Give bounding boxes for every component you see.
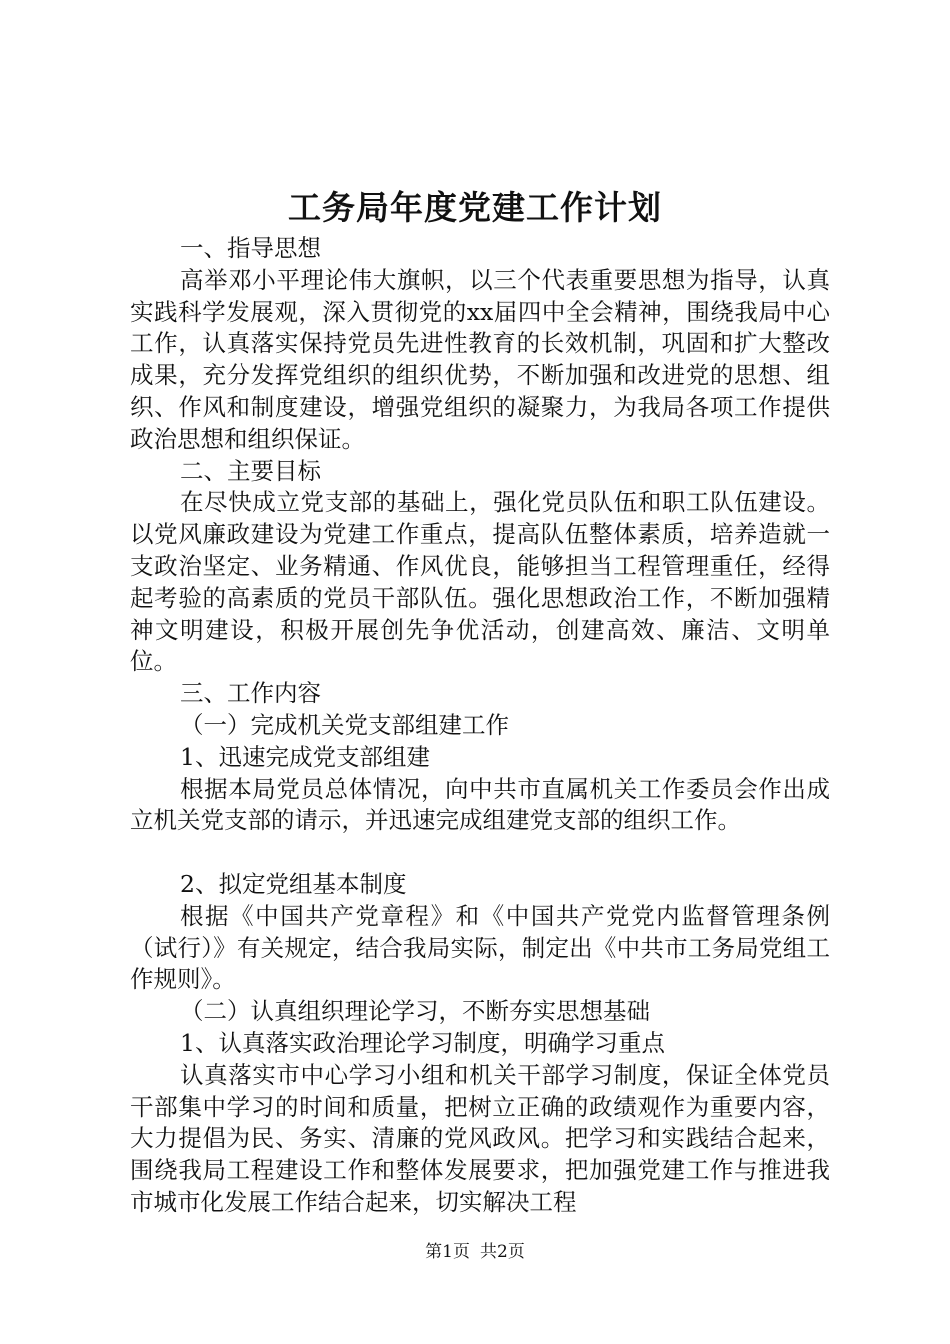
item-heading: 2、拟定党组基本制度 [180, 869, 407, 898]
document-body [130, 233, 830, 1219]
paragraph: 在尽快成立党支部的基础上，强化党员队伍和职工队伍建设。以党风廉政建设为党建工作重点，提高队伍整体素质，培养造就一支政治坚定、业务精通、作风优良，能够担当工程管理重任，经得起考验的高素质的党员干部队伍。强化思想政治工作，不断加强精神文明建设，积极开展创先争优活动，创建高效、廉洁、文明单位。 [130, 488, 830, 676]
paragraph: 认真落实市中心学习小组和机关干部学习制度，保证全体党员干部集中学习的时间和质量，把树立正确的政绩观作为重要内容，大力提倡为民、务实、清廉的党风政风。把学习和实践结合起来，围绕我局工程建设工作和整体发展要求，把加强党建工作与推进我市城市化发展工作结合起来，切实解决工程 [130, 1060, 830, 1216]
page-total: 共2页 [480, 1242, 525, 1262]
page-number: 第1页 [425, 1242, 470, 1262]
document-title: 工务局年度党建工作计划 [288, 188, 662, 227]
item-heading: 1、迅速完成党支部组建 [180, 742, 430, 771]
item-heading: 1、认真落实政治理论学习制度，明确学习重点 [180, 1028, 665, 1057]
section-heading-2: 二、主要目标 [180, 456, 321, 485]
subsection-heading: （二）认真组织理论学习，不断夯实思想基础 [180, 997, 650, 1026]
paragraph: 高举邓小平理论伟大旗帜，以三个代表重要思想为指导，认真实践科学发展观，深入贯彻党的xx届四中全会精神，围绕我局中心工作，认真落实保持党员先进性教育的长效机制，巩固和扩大整改成果，充分发挥党组织的组织优势，不断加强和改进党的思想、组织、作风和制度建设，增强党组织的凝聚力，为我局各项工作提供政治思想和组织保证。 [130, 265, 830, 453]
section-heading-3: 三、工作内容 [180, 679, 321, 708]
paragraph: 根据本局党员总体情况，向中共市直属机关工作委员会作出成立机关党支部的请示，并迅速完成组建党支部的组织工作。 [130, 774, 830, 835]
page-footer [0, 1240, 950, 1264]
paragraph: 根据《中国共产党章程》和《中国共产党党内监督管理条例（试行）》有关规定，结合我局实际，制定出《中共市工务局党组工作规则》。 [130, 901, 830, 994]
subsection-heading: （一）完成机关党支部组建工作 [180, 710, 509, 739]
section-heading-1: 一、指导思想 [180, 234, 321, 262]
